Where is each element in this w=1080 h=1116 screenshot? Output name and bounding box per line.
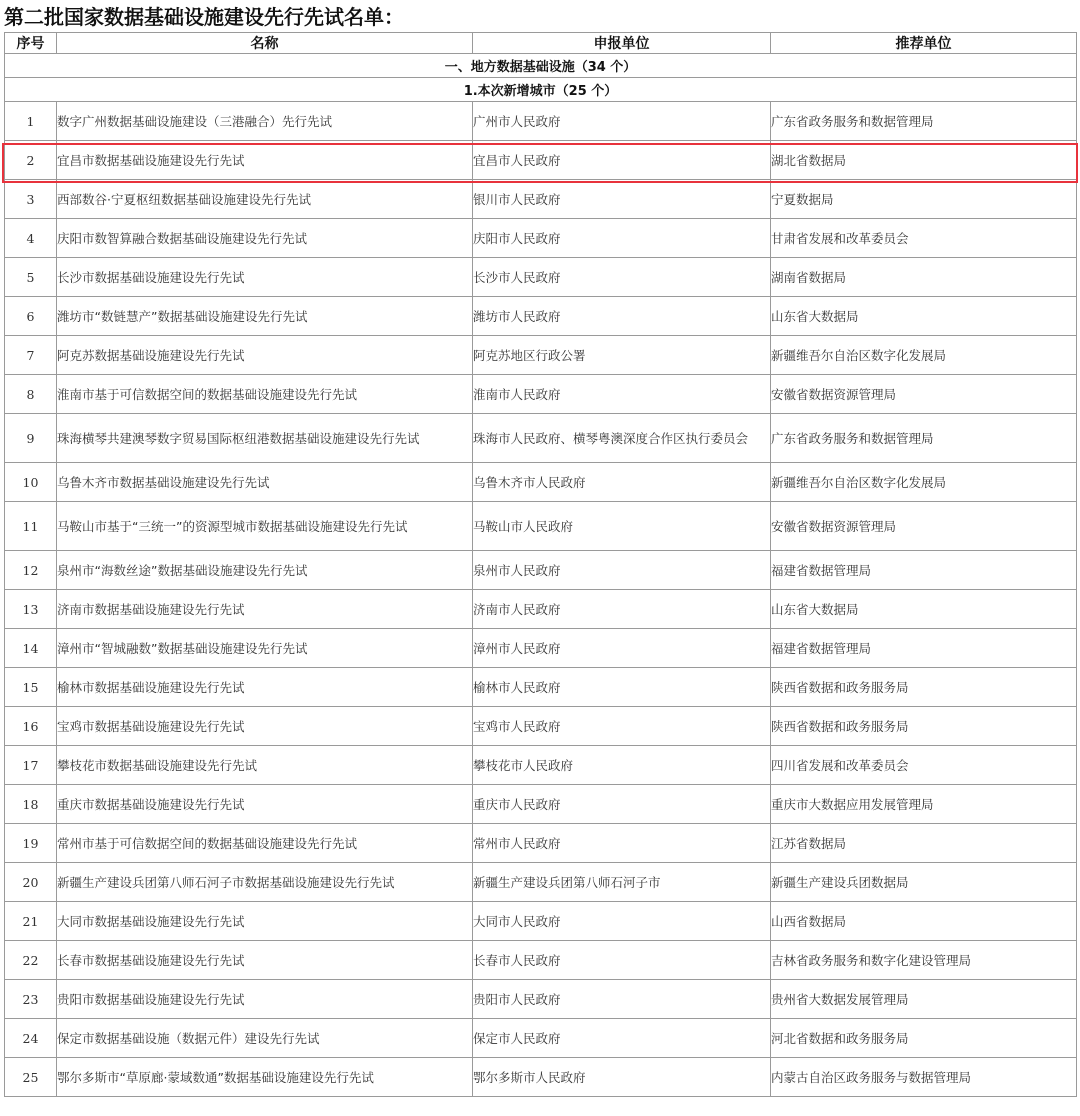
row-name: 宜昌市数据基础设施建设先行先试 <box>57 141 473 180</box>
row-seq: 17 <box>5 746 57 785</box>
section-row <box>5 54 1077 78</box>
row-applicant: 马鞍山市人民政府 <box>473 502 771 551</box>
row-recommender: 新疆维吾尔自治区数字化发展局 <box>771 463 1077 502</box>
row-name: 济南市数据基础设施建设先行先试 <box>57 590 473 629</box>
row-recommender: 内蒙古自治区政务服务与数据管理局 <box>771 1058 1077 1097</box>
table-row <box>5 219 1077 258</box>
table-row <box>5 463 1077 502</box>
row-recommender: 福建省数据管理局 <box>771 551 1077 590</box>
row-recommender: 湖北省数据局 <box>771 141 1077 180</box>
row-name: 乌鲁木齐市数据基础设施建设先行先试 <box>57 463 473 502</box>
row-seq: 8 <box>5 375 57 414</box>
table-row <box>5 668 1077 707</box>
row-seq: 5 <box>5 258 57 297</box>
row-applicant: 乌鲁木齐市人民政府 <box>473 463 771 502</box>
row-applicant: 银川市人民政府 <box>473 180 771 219</box>
table-row <box>5 375 1077 414</box>
row-seq: 6 <box>5 297 57 336</box>
row-name: 重庆市数据基础设施建设先行先试 <box>57 785 473 824</box>
row-recommender: 贵州省大数据发展管理局 <box>771 980 1077 1019</box>
table-row <box>5 941 1077 980</box>
row-applicant: 贵阳市人民政府 <box>473 980 771 1019</box>
table-row <box>5 258 1077 297</box>
subsection-title: 1.本次新增城市（25 个） <box>5 78 1077 102</box>
row-seq: 9 <box>5 414 57 463</box>
subsection-row <box>5 78 1077 102</box>
row-applicant: 常州市人民政府 <box>473 824 771 863</box>
row-recommender: 湖南省数据局 <box>771 258 1077 297</box>
row-applicant: 大同市人民政府 <box>473 902 771 941</box>
row-name: 泉州市“海数丝途”数据基础设施建设先行先试 <box>57 551 473 590</box>
table-row <box>5 707 1077 746</box>
row-applicant: 宝鸡市人民政府 <box>473 707 771 746</box>
table-row <box>5 902 1077 941</box>
row-recommender: 甘肃省发展和改革委员会 <box>771 219 1077 258</box>
row-seq: 14 <box>5 629 57 668</box>
row-recommender: 吉林省政务服务和数字化建设管理局 <box>771 941 1077 980</box>
page-title: 第二批国家数据基础设施建设先行先试名单： <box>4 5 404 29</box>
row-recommender: 河北省数据和政务服务局 <box>771 1019 1077 1058</box>
row-name: 常州市基于可信数据空间的数据基础设施建设先行先试 <box>57 824 473 863</box>
row-recommender: 广东省政务服务和数据管理局 <box>771 102 1077 141</box>
row-name: 马鞍山市基于“三统一”的资源型城市数据基础设施建设先行先试 <box>57 502 473 551</box>
row-applicant: 榆林市人民政府 <box>473 668 771 707</box>
row-seq: 1 <box>5 102 57 141</box>
row-seq: 7 <box>5 336 57 375</box>
row-seq: 2 <box>5 141 57 180</box>
row-name: 漳州市“智城融数”数据基础设施建设先行先试 <box>57 629 473 668</box>
row-recommender: 广东省政务服务和数据管理局 <box>771 414 1077 463</box>
header-name: 名称 <box>57 33 473 54</box>
row-recommender: 新疆生产建设兵团数据局 <box>771 863 1077 902</box>
table-row <box>5 1019 1077 1058</box>
row-applicant: 攀枝花市人民政府 <box>473 746 771 785</box>
row-seq: 11 <box>5 502 57 551</box>
row-applicant: 保定市人民政府 <box>473 1019 771 1058</box>
row-name: 西部数谷·宁夏枢纽数据基础设施建设先行先试 <box>57 180 473 219</box>
row-seq: 12 <box>5 551 57 590</box>
row-recommender: 山东省大数据局 <box>771 590 1077 629</box>
row-seq: 19 <box>5 824 57 863</box>
row-applicant: 鄂尔多斯市人民政府 <box>473 1058 771 1097</box>
row-applicant: 庆阳市人民政府 <box>473 219 771 258</box>
row-recommender: 陕西省数据和政务服务局 <box>771 668 1077 707</box>
row-name: 宝鸡市数据基础设施建设先行先试 <box>57 707 473 746</box>
header-applicant: 申报单位 <box>473 33 771 54</box>
row-name: 榆林市数据基础设施建设先行先试 <box>57 668 473 707</box>
table-row <box>5 414 1077 463</box>
row-recommender: 陕西省数据和政务服务局 <box>771 707 1077 746</box>
row-applicant: 淮南市人民政府 <box>473 375 771 414</box>
row-applicant: 阿克苏地区行政公署 <box>473 336 771 375</box>
row-recommender: 山东省大数据局 <box>771 297 1077 336</box>
row-name: 贵阳市数据基础设施建设先行先试 <box>57 980 473 1019</box>
row-applicant: 潍坊市人民政府 <box>473 297 771 336</box>
row-applicant: 重庆市人民政府 <box>473 785 771 824</box>
table-row <box>5 785 1077 824</box>
row-recommender: 山西省数据局 <box>771 902 1077 941</box>
table-row <box>5 863 1077 902</box>
row-seq: 21 <box>5 902 57 941</box>
table-row <box>5 297 1077 336</box>
header-seq: 序号 <box>5 33 57 54</box>
table-row <box>5 824 1077 863</box>
row-name: 长沙市数据基础设施建设先行先试 <box>57 258 473 297</box>
table-row <box>5 746 1077 785</box>
row-name: 阿克苏数据基础设施建设先行先试 <box>57 336 473 375</box>
section-title: 一、地方数据基础设施（34 个） <box>5 54 1077 78</box>
table-row <box>5 629 1077 668</box>
table-row <box>5 336 1077 375</box>
row-applicant: 长沙市人民政府 <box>473 258 771 297</box>
row-recommender: 四川省发展和改革委员会 <box>771 746 1077 785</box>
table-header-row <box>5 33 1077 54</box>
row-name: 数字广州数据基础设施建设（三港融合）先行先试 <box>57 102 473 141</box>
row-seq: 16 <box>5 707 57 746</box>
row-applicant: 济南市人民政府 <box>473 590 771 629</box>
table-row <box>5 590 1077 629</box>
row-name: 长春市数据基础设施建设先行先试 <box>57 941 473 980</box>
row-applicant: 长春市人民政府 <box>473 941 771 980</box>
row-applicant: 宜昌市人民政府 <box>473 141 771 180</box>
row-recommender: 福建省数据管理局 <box>771 629 1077 668</box>
row-name: 新疆生产建设兵团第八师石河子市数据基础设施建设先行先试 <box>57 863 473 902</box>
row-recommender: 安徽省数据资源管理局 <box>771 375 1077 414</box>
row-seq: 4 <box>5 219 57 258</box>
row-name: 鄂尔多斯市“草原廊·蒙域数通”数据基础设施建设先行先试 <box>57 1058 473 1097</box>
row-seq: 15 <box>5 668 57 707</box>
row-seq: 3 <box>5 180 57 219</box>
row-seq: 22 <box>5 941 57 980</box>
row-applicant: 泉州市人民政府 <box>473 551 771 590</box>
header-recommender: 推荐单位 <box>771 33 1077 54</box>
row-seq: 18 <box>5 785 57 824</box>
row-recommender: 重庆市大数据应用发展管理局 <box>771 785 1077 824</box>
row-recommender: 江苏省数据局 <box>771 824 1077 863</box>
row-applicant: 漳州市人民政府 <box>473 629 771 668</box>
row-seq: 24 <box>5 1019 57 1058</box>
table-row <box>5 980 1077 1019</box>
row-recommender: 宁夏数据局 <box>771 180 1077 219</box>
row-name: 淮南市基于可信数据空间的数据基础设施建设先行先试 <box>57 375 473 414</box>
table-row <box>5 102 1077 141</box>
row-name: 攀枝花市数据基础设施建设先行先试 <box>57 746 473 785</box>
pilot-list-table <box>4 32 1077 1097</box>
row-seq: 25 <box>5 1058 57 1097</box>
row-seq: 20 <box>5 863 57 902</box>
row-applicant: 珠海市人民政府、横琴粤澳深度合作区执行委员会 <box>473 414 771 463</box>
row-seq: 13 <box>5 590 57 629</box>
row-name: 庆阳市数智算融合数据基础设施建设先行先试 <box>57 219 473 258</box>
row-name: 珠海横琴共建澳琴数字贸易国际枢纽港数据基础设施建设先行先试 <box>57 414 473 463</box>
table-row <box>5 1058 1077 1097</box>
row-name: 保定市数据基础设施（数据元件）建设先行先试 <box>57 1019 473 1058</box>
row-applicant: 广州市人民政府 <box>473 102 771 141</box>
row-recommender: 新疆维吾尔自治区数字化发展局 <box>771 336 1077 375</box>
table-row <box>5 551 1077 590</box>
row-seq: 10 <box>5 463 57 502</box>
row-name: 潍坊市“数链慧产”数据基础设施建设先行先试 <box>57 297 473 336</box>
table-row <box>5 141 1077 180</box>
row-name: 大同市数据基础设施建设先行先试 <box>57 902 473 941</box>
row-recommender: 安徽省数据资源管理局 <box>771 502 1077 551</box>
table-row <box>5 180 1077 219</box>
table-row <box>5 502 1077 551</box>
row-applicant: 新疆生产建设兵团第八师石河子市 <box>473 863 771 902</box>
row-seq: 23 <box>5 980 57 1019</box>
